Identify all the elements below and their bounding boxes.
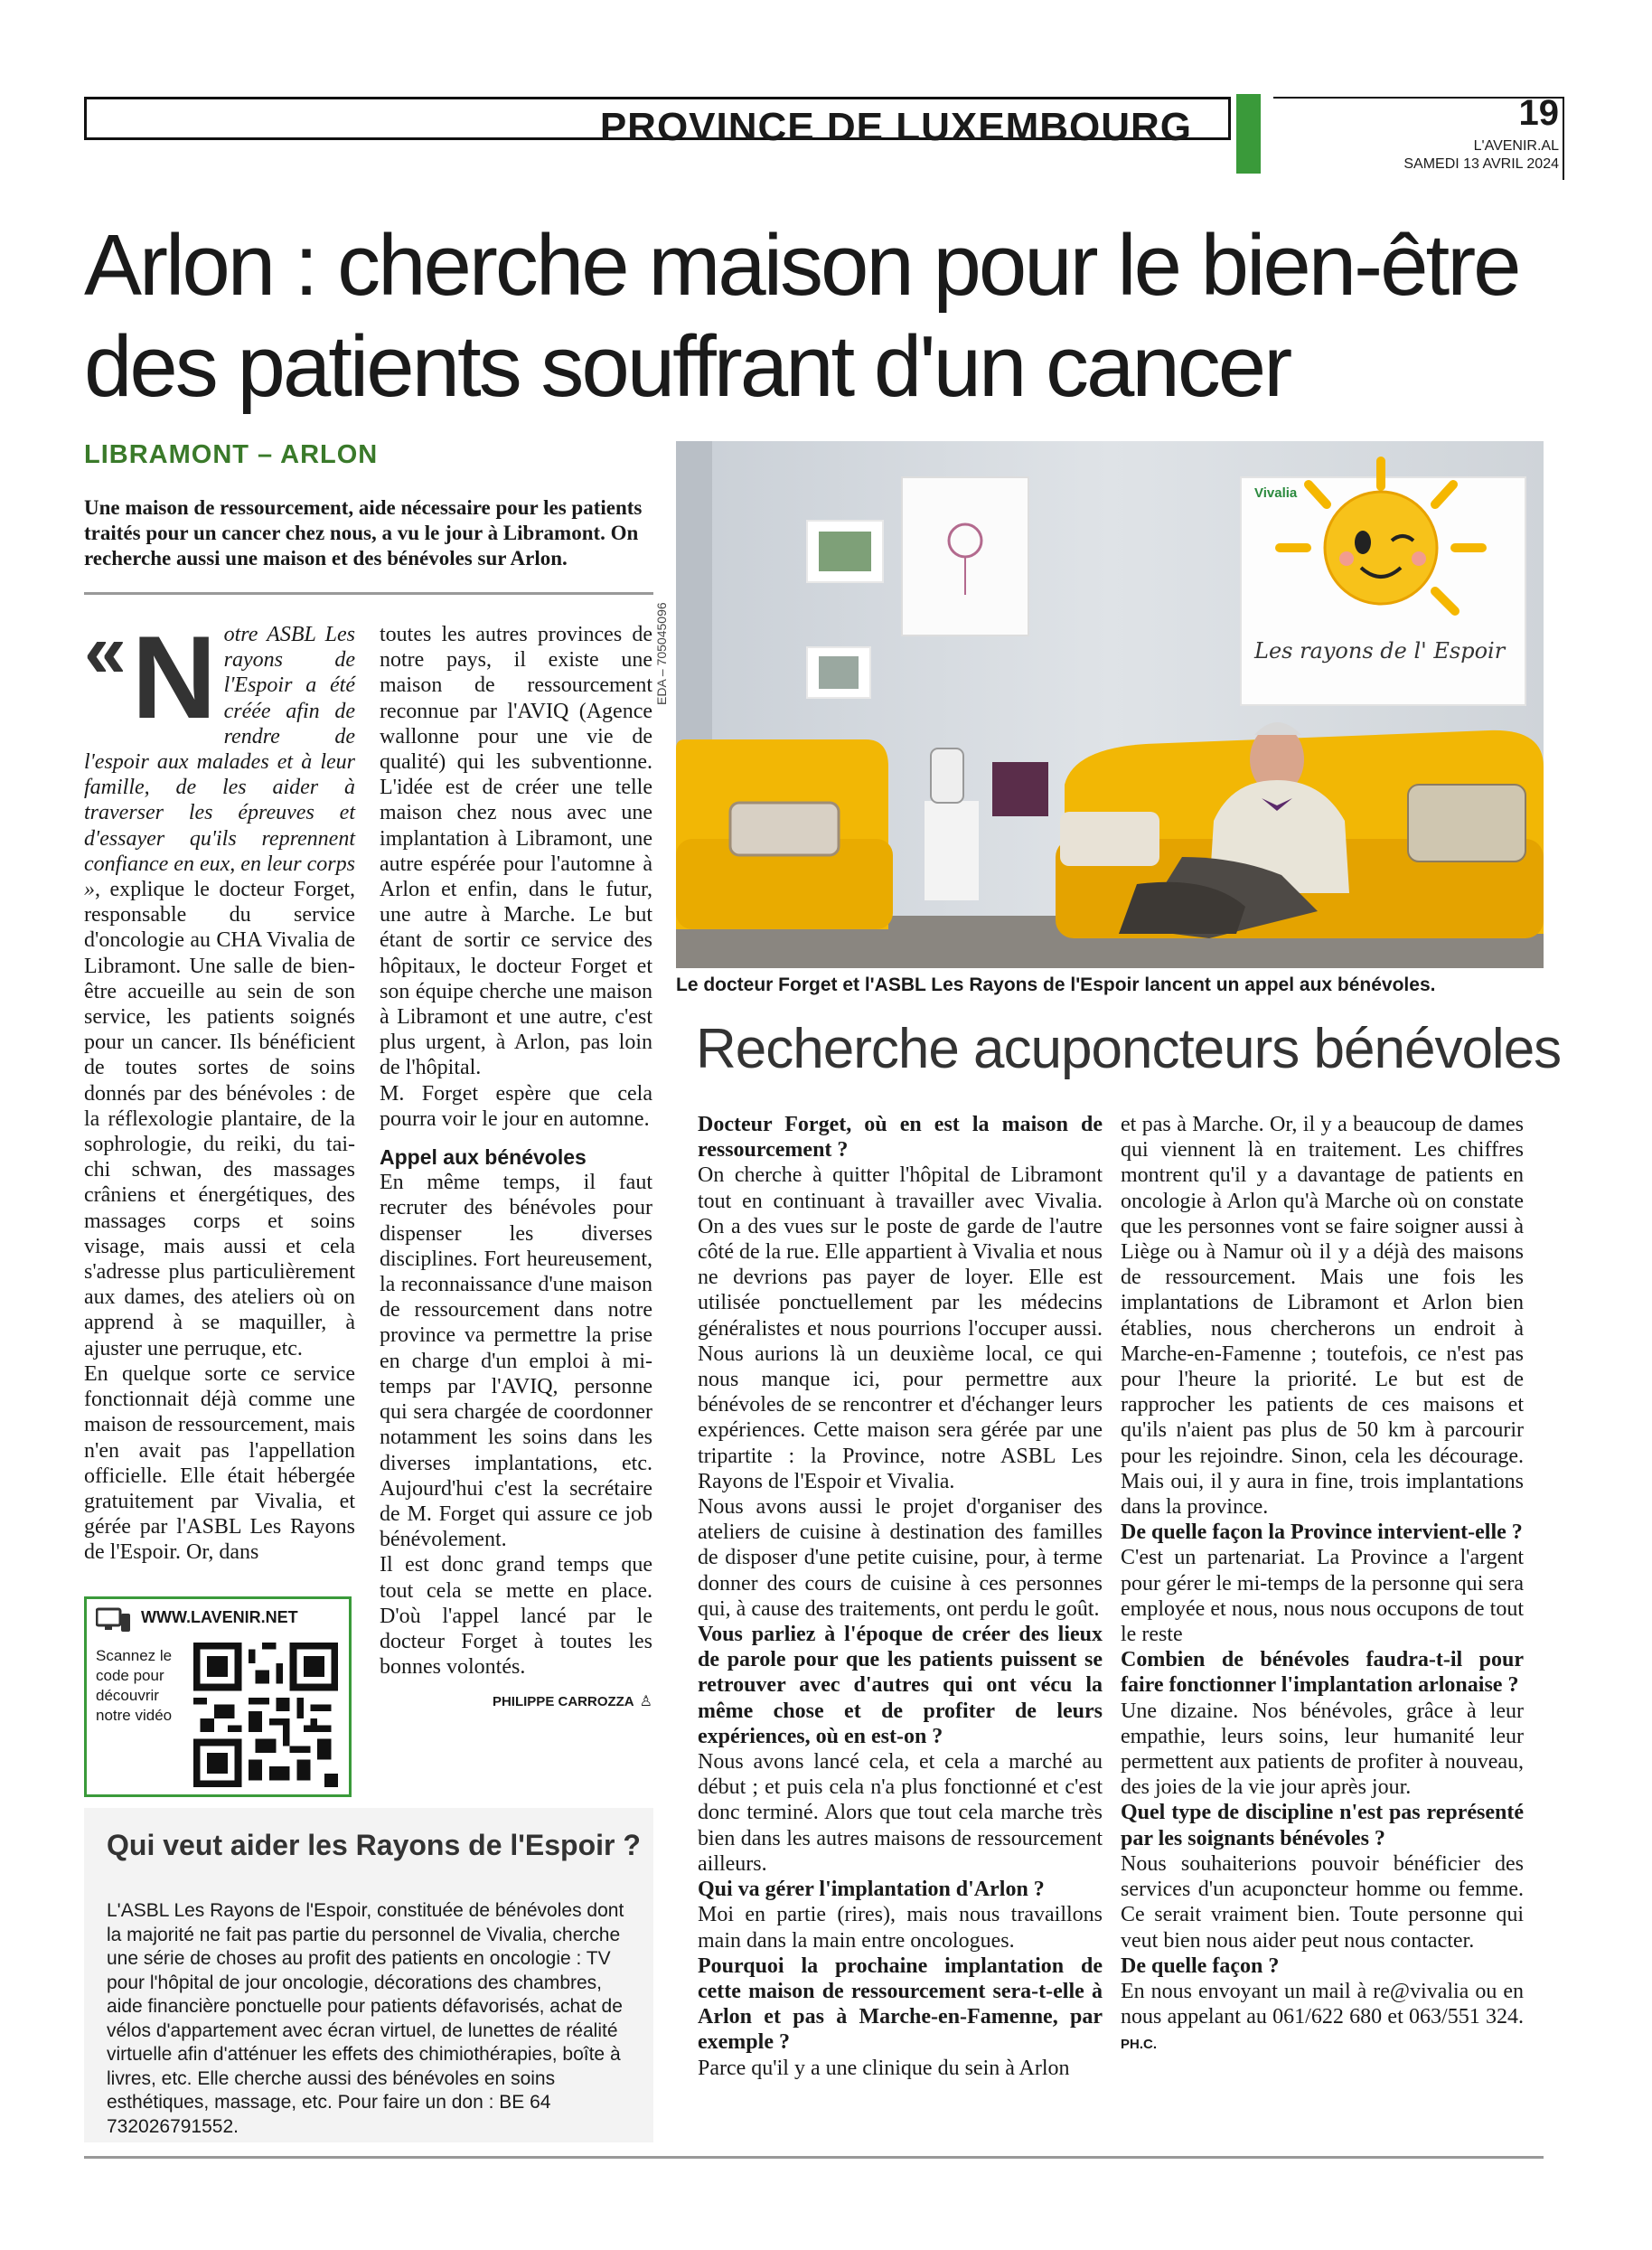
interview-answer: On cherche à quitter l'hôpital de Libramont tout en continuant à travailler avec Vivalia. On a des vues sur le poste de garde de l'autre côté de la rue. Elle appartient à Vivalia et nous ne devrions pas payer de loyer. Elle est utilisée ponctuellement par les médecins généralistes et nous pourrions l'occuper aussi. Nous aurions là un deuxième local, ce qui nous manque ici, pour permettre aux bénévoles de se rencontrer et d'échanger leurs expériences. Cette maison sera gérée par une tripartite : la Province, notre ASBL Les Rayons de l'Espoir et Vivalia. — [698, 1163, 1103, 1493]
interview-answer: Nous avons lancé cela, et cela a marché au début ; et puis cela n'a plus fonctionné et c'est donc terminé. Alors que tout cela marche très bien dans les autres maisons de ressourcement ailleurs. — [698, 1750, 1103, 1876]
lead-paragraph: Une maison de ressourcement, aide nécessaire pour les patients traités pour un cancer chez nous, a vu le jour à Libramont. On recherche aussi une maison et des bénévoles sur Arlon. — [84, 496, 643, 570]
headline — [84, 215, 1519, 418]
website-link[interactable]: WWW.LAVENIR.NET — [141, 1608, 298, 1626]
interview-question: De quelle façon ? — [1121, 1953, 1280, 1978]
interview-answer: En nous envoyant un mail à re@vivalia ou en nous appelant au 061/622 680 et 063/551 324. — [1121, 1979, 1524, 2029]
interview-signature: PH.C. — [1121, 2037, 1158, 2053]
section-color-bar — [1236, 94, 1261, 174]
issue-date: SAMEDI 13 AVRIL 2024 — [1403, 156, 1559, 172]
web-qr-box — [84, 1596, 352, 1797]
column2-paragraph-2: M. Forget espère que cela pourra voir le jour en automne. — [380, 1081, 652, 1131]
quote-text: otre ASBL Les rayons de l'Espoir a été créée afin de rendre de l'espoir aux malades et à leur famille, de les aider à traverser les épreuves et d'essayer qu'ils reprennent confiance en eux, en leur corps » — [84, 623, 355, 902]
interview-question: Vous parliez à l'époque de créer des lieux de parole pour que les patients puissent se retrouver avec d'autres qui ont vécu la même chose et de profiter de leurs expériences, où en est-on ? — [698, 1623, 1103, 1748]
page-number: 19 — [1518, 93, 1559, 133]
drop-cap: N — [131, 611, 217, 743]
help-box-title: Qui veut aider les Rayons de l'Espoir ? — [107, 1829, 641, 1861]
author-icon: ♙ — [639, 1694, 652, 1710]
poster-text: Les rayons de l' Espoir — [1254, 638, 1506, 664]
interview-question: Combien de bénévoles faudra-t-il pour faire fonctionner l'implantation arlonaise ? — [1121, 1648, 1524, 1698]
qr-code[interactable] — [193, 1643, 338, 1787]
section-title: PROVINCE DE LUXEMBOURG — [599, 105, 1192, 149]
interview-answer: Nous souhaiterions pouvoir bénéficier des services d'un acuponcteur homme ou femme. Ce serait vraiment bien. Toute personne qui veut bien nous aider peut nous contacter. — [1121, 1851, 1524, 1953]
article-photo — [676, 441, 1544, 968]
interview-answer: Nous avons aussi le projet d'organiser des ateliers de cuisine à destination des familles de disposer d'une petite cuisine, pour, à terme donner des cours de cuisine à ces personnes qui, à cause des traitements, ont perdu le goût. — [698, 1495, 1103, 1621]
page-bottom-rule — [84, 2156, 1544, 2159]
page-info — [1273, 93, 1564, 180]
interview-question: Qui va gérer l'implantation d'Arlon ? — [698, 1878, 1045, 1902]
interview-column-1 — [698, 1112, 1103, 2081]
interview-answer: Moi en partie (rires), mais nous travaillons main dans la main entre oncologues. — [698, 1903, 1103, 1953]
interview-answer: Parce qu'il y a une clinique du sein à Arlon — [698, 2056, 1070, 2080]
paper-name: L'AVENIR.AL — [1473, 138, 1559, 154]
photo-caption: Le docteur Forget et l'ASBL Les Rayons de l'Espoir lancent un appel aux bénévoles. — [676, 974, 1436, 995]
kicker: LIBRAMONT – ARLON — [84, 440, 379, 469]
section-banner — [84, 97, 1231, 149]
interview-question: Docteur Forget, où en est la maison de ressourcement ? — [698, 1113, 1103, 1163]
interview-answer: Une dizaine. Nos bénévoles, grâce à leur empathie, leurs soins, leur humanité leur permettent aux patients de profiter à nouveau, des joies de la vie jour après jour. — [1121, 1699, 1524, 1800]
poster-brand: Vivalia — [1254, 485, 1298, 501]
qr-instructions: Scannez le code pour découvrir notre vidéo — [96, 1647, 173, 1724]
opening-guillemet: « — [84, 608, 127, 693]
column2-paragraph-4: Il est donc grand temps que tout cela se mette en place. D'où l'appel lancé par le docteur Forget à toutes les bonnes volontés. — [380, 1553, 652, 1680]
column1-paragraph-2: En quelque sorte ce service fonctionnait déjà comme une maison de ressourcement, mais n'en avait pas l'appellation officielle. Elle était hébergée gratuitement par Vivalia, et gérée par l'ASBL Les Rayons de l'Espoir. Or, dans — [84, 1361, 355, 1565]
photo-credit: EDA – 705045096 — [654, 602, 669, 705]
article-column-1 — [84, 608, 355, 1566]
interview-answer: et pas à Marche. Or, il y a beaucoup de dames qui viennent là en traitement. Les chiffres montrent qu'il y a davantage de patients en oncologie à Arlon qu'à Marche où on constate que les personnes vont se faire soigner aussi à Liège ou à Namur où il y a déjà des maisons de ressourcement. Mais une fois les implantations de Libramont et Arlon bien établies, nous chercherons un endroit à Marche-en-Famenne ; toutefois, ce n'est pas pour l'heure la priorité. Le but est de rapprocher les patients de ces maisons et qu'ils n'aient pas plus de 50 km à parcourir pour les rejoindre. Sinon, cela les décourage. Mais oui, il y aura in fine, trois implantations dans la province. — [1121, 1113, 1524, 1520]
lead-rule — [84, 592, 653, 595]
help-box-body: L'ASBL Les Rayons de l'Espoir, constituée de bénévoles dont la majorité ne fait pas partie du personnel de Vivalia, cherche une série de choses au profit des patients en oncologie : TV pour l'hôpital de jour oncologie, décorations des chambres, aide financière ponctuelle pour patients défavorisés, achat de vélos d'appartement avec écran virtuel, de lunettes de réalité virtuelle afin d'atténuer les effets des chimiothérapies, boîte à livres, etc. Elle cherche aussi des bénévoles en soins esthétiques, massage, etc. Pour faire un don : BE 64 732026791552. — [107, 1900, 624, 2137]
column2-paragraph-1: toutes les autres provinces de notre pays, il existe une maison de ressourcement reconnue par l'AVIQ (Agence wallonne pour une vie de qualité) qui les subventionne. L'idée est de créer une telle maison chez nous avec une implantation à Libramont, une autre espérée pour l'automne à Arlon et enfin, dans le futur, une autre à Marche. Le but étant de sortir ce service des hôpitaux, le docteur Forget et son équipe cherche une maison à Libramont et une autre, c'est plus urgent, à Arlon, pas loin de l'hôpital. — [380, 623, 652, 1080]
devices-icon — [96, 1606, 132, 1635]
byline: PHILIPPE CARROZZA — [492, 1694, 634, 1710]
column1-paragraph-1: , explique le docteur Forget, responsable du service d'oncologie au CHA Vivalia de Libramont. Une salle de bien-être accueille au sein de son service, les patients soignés pour un cancer. Ils bénéficient de toutes sortes de soins donnés par des bénévoles : de la réflexologie plantaire, de la sophrologie, du reiki, du tai-chi schwan, des massages crâniens et énergétiques, des massages corps et soins visage, mais aussi et cela s'adresse plus particulièrement aux dames, des ateliers où on apprend à se maquiller, à ajuster une perruque, etc. — [84, 878, 355, 1360]
interview-answer: C'est un partenariat. La Province a l'argent pour gérer le mi-temps de la personne qui sera employée et nous, nous nous occupons de tout le reste — [1121, 1546, 1524, 1647]
article-column-2 — [380, 622, 652, 1716]
interview-question: Pourquoi la prochaine implantation de cette maison de ressourcement sera-t-elle à Arlon et pas à Marche-en-Famenne, par exemple ? — [698, 1953, 1103, 2055]
interview-column-2 — [1121, 1112, 1524, 2058]
interview-question: Quel type de discipline n'est pas représenté par les soignants bénévoles ? — [1121, 1801, 1524, 1850]
interview-question: De quelle façon la Province intervient-elle ? — [1121, 1520, 1523, 1545]
headline-line-2: des patients souffrant d'un cancer — [84, 318, 1291, 415]
interview-title: Recherche acuponcteurs bénévoles — [696, 1018, 1562, 1080]
column2-paragraph-3: En même temps, il faut recruter des bénévoles pour dispenser les diverses disciplines. Fort heureusement, la reconnaissance d'une maison de ressourcement dans notre province va permettre la prise en charge d'un emploi à mi-temps par l'AVIQ, personne qui sera chargée de coordonner notamment les soins dans les diverses implantations, etc. Aujourd'hui c'est la secrétaire de M. Forget qui assure ce job bénévolement. — [380, 1171, 652, 1552]
sun-poster — [1241, 461, 1525, 705]
headline-line-1: Arlon : cherche maison pour le bien-être — [84, 217, 1519, 314]
section-subhead: Appel aux bénévoles — [380, 1145, 587, 1170]
